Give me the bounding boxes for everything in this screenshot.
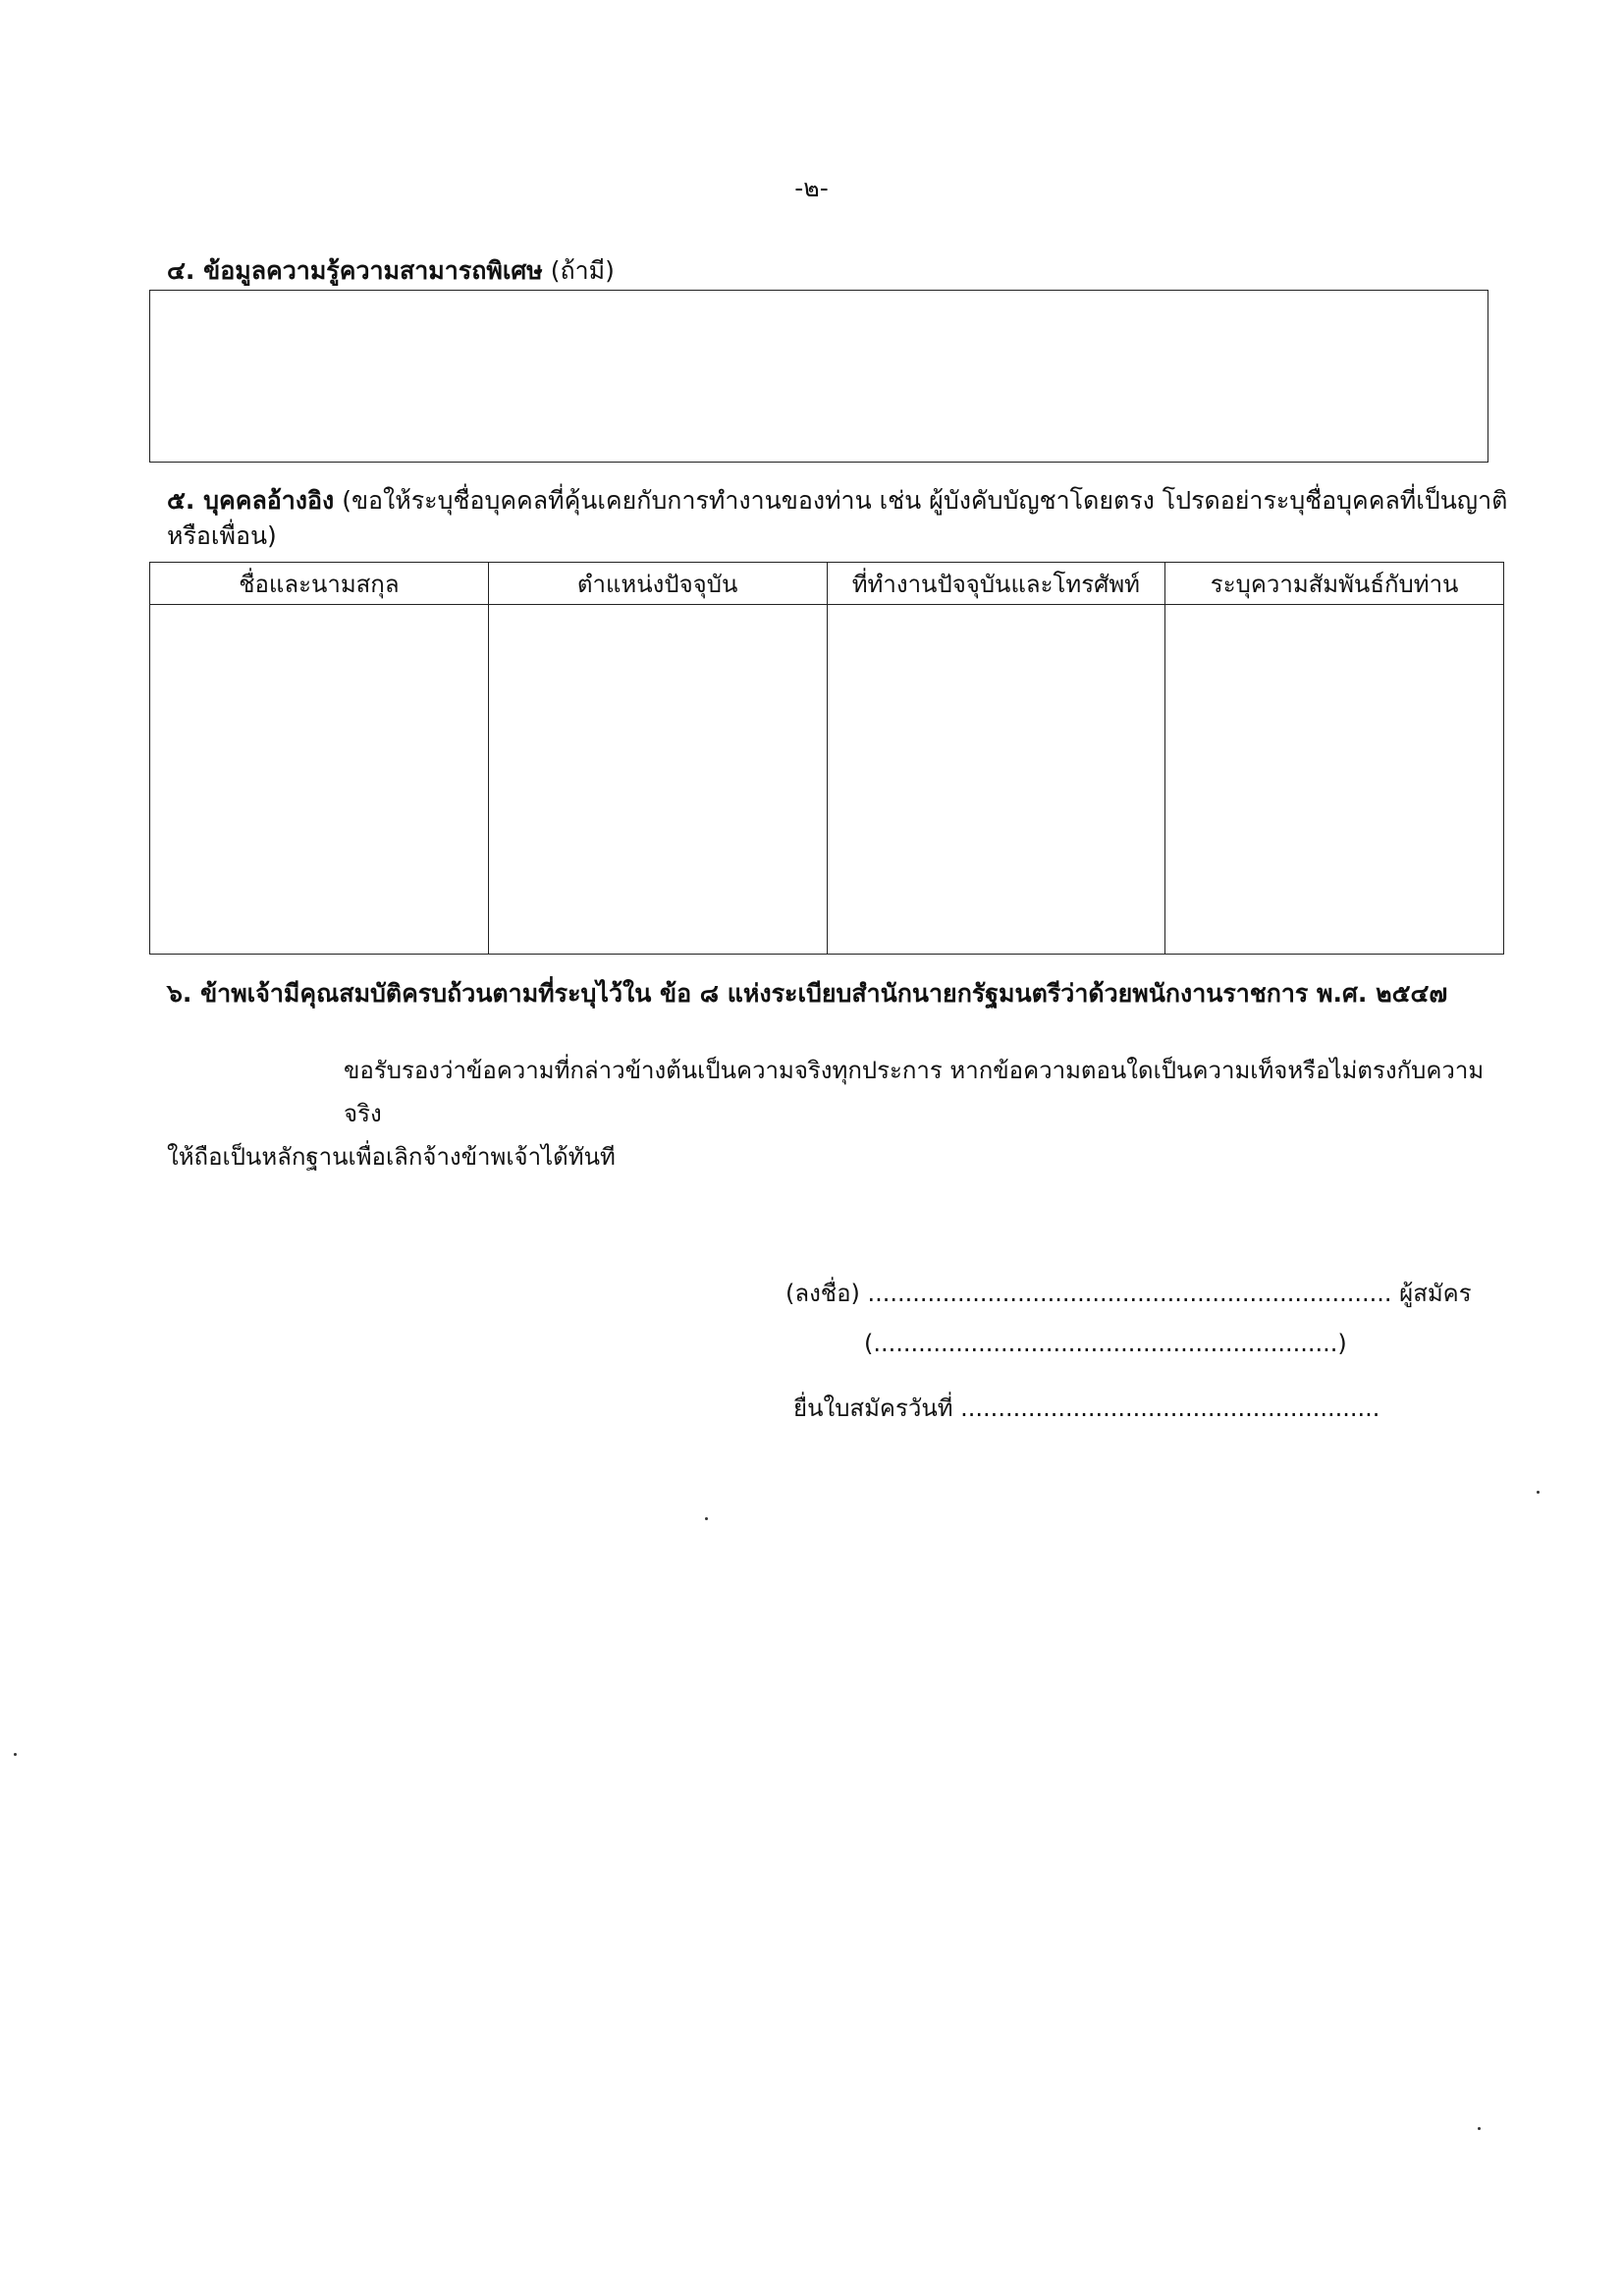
section-5-title: ๕. บุคคลอ้างอิง — [167, 486, 335, 515]
section-4-note: (ถ้ามี) — [550, 256, 615, 285]
cell-relationship[interactable] — [1165, 605, 1504, 955]
scan-speck — [1537, 1491, 1540, 1494]
printed-name-line[interactable]: (..............................................................) — [864, 1330, 1347, 1357]
scan-speck — [14, 1753, 17, 1756]
table-row — [150, 605, 1504, 955]
col-relationship: ระบุความสัมพันธ์กับท่าน — [1165, 563, 1504, 605]
submission-date-line[interactable]: ยื่นใบสมัครวันที่ ........................................................ — [793, 1394, 1380, 1422]
cell-fullname[interactable] — [150, 605, 489, 955]
scan-speck — [705, 1517, 708, 1520]
certification-line-1: ขอรับรองว่าข้อความที่กล่าวข้างต้นเป็นความจริงทุกประการ หากข้อความตอนใดเป็นความเท็จหรือไม่ตรงกับความจริง — [344, 1057, 1485, 1127]
section-6-statement: ๖. ข้าพเจ้ามีคุณสมบัติครบถ้วนตามที่ระบุไว้ใน ข้อ ๘ แห่งระเบียบสำนักนายกรัฐมนตรีว่าด้วยพนักงานราชการ พ.ศ. ๒๕๔๗ — [167, 979, 1448, 1008]
cell-position[interactable] — [488, 605, 827, 955]
reference-table-header — [150, 563, 1504, 605]
cell-workplace-phone[interactable] — [827, 605, 1165, 955]
section-5-note: (ขอให้ระบุชื่อบุคคลที่คุ้นเคยกับการทำงานของท่าน เช่น ผู้บังคับบัญชาโดยตรง โปรดอย่าระบุชื่อบุคคลที่เป็นญาติ — [342, 486, 1508, 515]
section-4-heading — [167, 253, 615, 289]
signature-line[interactable]: (ลงชื่อ) ...................................................................... ผู้สมัคร — [785, 1280, 1472, 1307]
section-4-title: ๔. ข้อมูลความรู้ความสามารถพิเศษ — [167, 256, 543, 285]
section-5-heading — [167, 483, 1512, 554]
certification-paragraph — [167, 1049, 1502, 1178]
col-workplace-phone: ที่ทำงานปัจจุบันและโทรศัพท์ — [827, 563, 1165, 605]
section-5-note-cont: หรือเพื่อน) — [167, 521, 277, 550]
col-fullname: ชื่อและนามสกุล — [150, 563, 489, 605]
page-number: -๒- — [794, 174, 829, 202]
certification-line-2: ให้ถือเป็นหลักฐานเพื่อเลิกจ้างข้าพเจ้าได้ทันที — [167, 1143, 616, 1171]
scan-speck — [1478, 2127, 1481, 2130]
reference-table — [149, 562, 1504, 955]
special-skills-box[interactable] — [149, 290, 1488, 463]
col-position: ตำแหน่งปัจจุบัน — [488, 563, 827, 605]
